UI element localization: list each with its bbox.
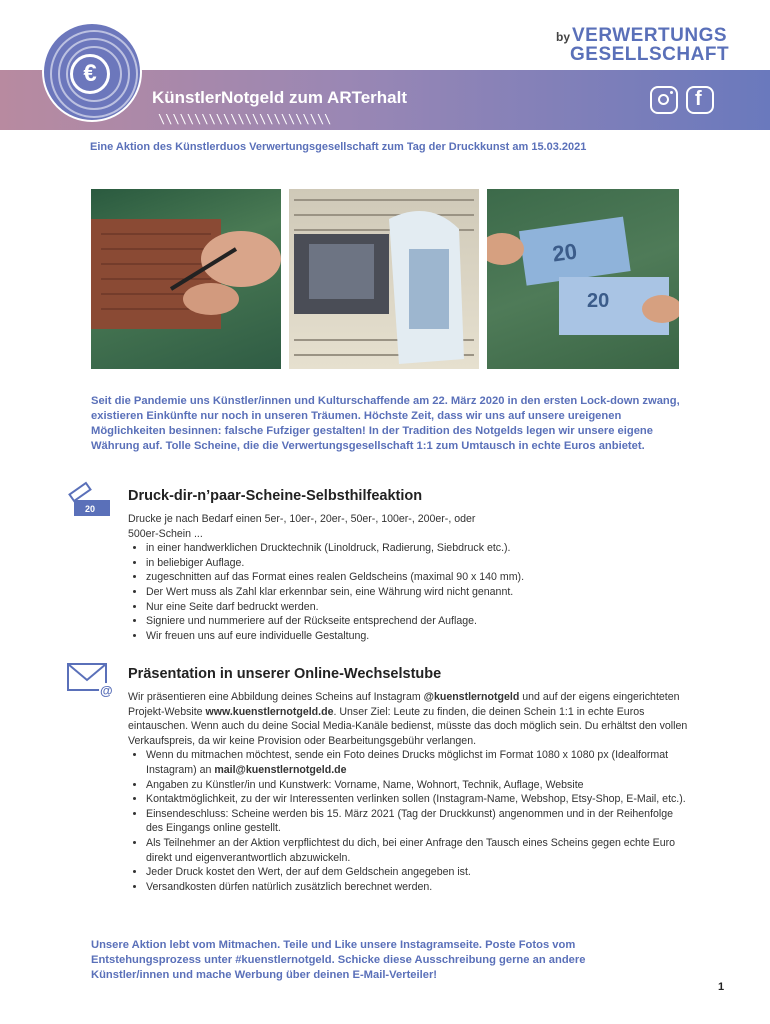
intro-line: Eine Aktion des Künstlerduos Verwertungsgesellschaft zum Tag der Druckkunst am 15.03.2021	[90, 141, 587, 153]
list-item: • Jeder Druck kostet den Wert, der auf dem Geldschein angegeben ist.	[146, 865, 688, 880]
wechselstube-paragraph: Wir präsentieren eine Abbildung deines Scheins auf Instagram @kuenstlernotgeld und auf der eigens eingerichteten Projekt-Website www.kuenstlernotgeld.de. Unser Ziel: Leute zu finden, die deinen Schein 1:1 in echte Euros eintauschen. Wenn auch du deine Social Media-Kanäle bedienst, müsste das doch möglich sein. Du erhältst den vollen Verkaufspreis, da wir keine Provision oder Bearbeitungsgebühr verlangen.	[128, 691, 688, 747]
section-heading-selbsthilfeaktion: Druck-dir-n’paar-Scheine-Selbsthilfeaktion	[128, 488, 423, 504]
rules-list	[128, 541, 688, 643]
website-link[interactable]: www.kuenstlernotgeld.de	[205, 705, 334, 718]
list-item: • Versandkosten dürfen natürlich zusätzlich berechnet werden.	[146, 880, 688, 895]
page-number: 1	[718, 981, 725, 993]
stamp-value: 20	[85, 504, 96, 514]
closing-paragraph: Unsere Aktion lebt vom Mitmachen. Teile und Like unsere Instagramseite. Poste Fotos vom Entstehungsprozess unter #kuenstlernotgeld. Schicke diese Ausschreibung gerne an andere Künstler/innen und mache Werbung über deinen E-Mail-Verteiler!	[91, 939, 586, 981]
linocut-carving-photo	[91, 189, 281, 369]
euro-icon: €	[70, 54, 110, 94]
list-item: • Einsendeschluss: Scheine werden bis 15. März 2021 (Tag der Druckkunst) angenommen und in der Reihenfolge des Eingangs online gestellt.	[146, 807, 688, 836]
title-underline-slashes: \\\\\\\\\\\\\\\\\\\\\\\\	[158, 112, 332, 126]
list-item: • Signiere und nummeriere auf der Rückseite entsprechend der Auflage.	[146, 614, 688, 629]
submission-list	[128, 748, 688, 894]
logo-line-2: GESELLSCHAFT	[570, 44, 730, 65]
list-item: • zugeschnitten auf das Format eines realen Geldscheins (maximal 90 x 140 mm).	[146, 570, 688, 585]
logo-by: by	[556, 30, 571, 44]
section-intro: Drucke je nach Bedarf einen 5er-, 10er-, 20er-, 50er-, 100er-, 200er-, oder 500er-Schein ...	[128, 513, 476, 540]
list-item: • Der Wert muss als Zahl klar erkennbar sein, eine Währung wird nicht genannt.	[146, 585, 688, 600]
list-item: • in beliebiger Auflage.	[146, 556, 688, 571]
twenty-euro-notes-photo	[487, 189, 679, 369]
page-title: KünstlerNotgeld zum ARTerhalt	[152, 88, 408, 107]
printing-block-photo	[289, 189, 479, 369]
note-value-1: 20	[550, 238, 579, 267]
mail-icon	[66, 660, 114, 700]
facebook-icon[interactable]: f	[686, 86, 714, 114]
svg-text:@: @	[100, 683, 113, 698]
list-item: • Wir freuen uns auf eure individuelle Gestaltung.	[146, 629, 688, 644]
instagram-handle-link[interactable]: @kuenstlernotgeld	[423, 691, 520, 703]
list-item: • Nur eine Seite darf bedruckt werden.	[146, 600, 688, 615]
euro-coin-logo	[42, 22, 142, 122]
list-item: • Angaben zu Künstler/in und Kunstwerk: Vorname, Name, Wohnort, Technik, Auflage, Website	[146, 778, 688, 793]
list-item: • Wenn du mitmachen möchtest, sende ein Foto deines Drucks möglichst im Format 1080 x 1080 px (Idealformat Instagram) an mail@kuenstlernotgeld.de	[146, 748, 688, 777]
note-value-2: 20	[587, 290, 610, 312]
instagram-icon[interactable]	[650, 86, 678, 114]
section-heading-wechselstube: Präsentation in unserer Online-Wechselstube	[128, 666, 442, 682]
list-item: • Kontaktmöglichkeit, zu der wir Interessenten verlinken sollen (Instagram-Name, Webshop, Etsy-Shop, E-Mail, etc.).	[146, 792, 688, 807]
list-item: • in einer handwerklichen Drucktechnik (Linoldruck, Radierung, Siebdruck etc.).	[146, 541, 688, 556]
section-wechselstube-body	[128, 690, 688, 894]
section-selbsthilfeaktion-body	[128, 512, 688, 643]
email-link[interactable]: mail@kuenstlernotgeld.de	[214, 763, 347, 776]
logo-line-1: VERWERTUNGS	[572, 25, 728, 46]
list-item: • Als Teilnehmer an der Aktion verpflichtest du dich, bei einer Anfrage den Tausch eines Scheins gegen echte Euro direkt und eigenverantwortlich abzuwickeln.	[146, 836, 688, 865]
lead-paragraph: Seit die Pandemie uns Künstler/innen und Kulturschaffende am 22. März 2020 in den ersten Lock-down zwang, existieren Einkünfte nur noch in unseren Träumen. Höchste Zeit, dass wir uns auf unsere ureigenen Möglichkeiten besinnen: falsche Fufziger gestalten! In der Tradition des Notgelds legen wir unsere eigene Währung auf. Tolle Scheine, die die Verwertungsgesellschaft 1:1 zum Umtausch in echte Euros anbietet.	[91, 395, 680, 452]
stamp-icon	[66, 476, 112, 520]
